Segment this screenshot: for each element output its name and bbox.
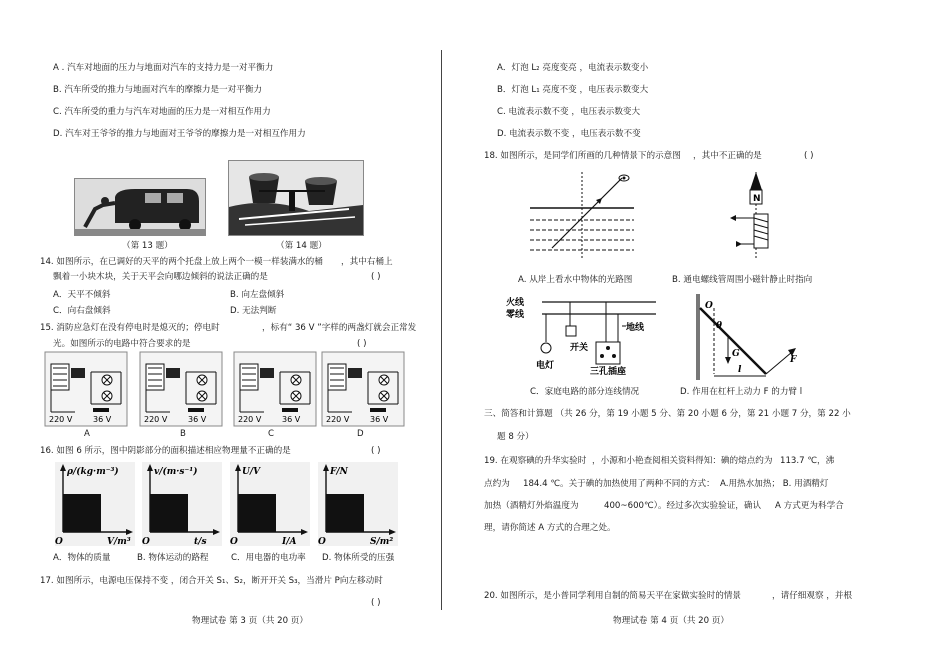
q15-label-d: D bbox=[357, 429, 364, 439]
q14-option-c: C．向右盘倾斜 bbox=[53, 306, 111, 316]
q16-x-axis-label: t/s bbox=[194, 537, 207, 547]
q14-text-line1: 14. 如图所示，在已调好的天平的两个托盘上放上两个一模一样装满水的桶 bbox=[40, 257, 323, 267]
q16-y-axis-label: U/V bbox=[242, 467, 261, 477]
q18-lever-arm-label: l bbox=[738, 365, 742, 375]
q19-line4: 理，请你简述 A 方式的合理之处。 bbox=[484, 523, 616, 533]
q13-caption: （第 13 题） bbox=[122, 241, 173, 251]
q18-refraction-figure bbox=[530, 168, 634, 264]
q16-option-c: C．用电器的电功率 bbox=[231, 553, 306, 563]
q17-option-b: B．灯泡 L₁ 亮度不变 ，电压表示数变大 bbox=[497, 85, 649, 95]
q16-origin-label: O bbox=[230, 537, 238, 547]
q18-house-circuit-figure bbox=[506, 290, 656, 376]
q17-option-a: A．灯泡 L₂ 亮度变亮 ，电流表示数变小 bbox=[497, 63, 649, 73]
q15-label-a: A bbox=[84, 429, 90, 439]
q15-circuit-a bbox=[45, 352, 127, 426]
q15-label-b: B bbox=[180, 429, 186, 439]
q16-text: 16. 如图 6 所示，图中阴影部分的面积描述相应物理量不正确的是 bbox=[40, 446, 291, 456]
q13-option-c: C. 汽车所受的重力与汽车对地面的压力是一对相互作用力 bbox=[53, 107, 271, 117]
q15-voltage-220-d: 220 V bbox=[326, 415, 350, 424]
section3-heading-line2: 题 8 分） bbox=[497, 432, 534, 442]
q18-text: 18. 如图所示，是同学们所画的几种情景下的示意图 bbox=[484, 151, 681, 161]
q19-line2b: 184.4 ℃。关于碘的加热使用了两种不同的方式： bbox=[523, 479, 715, 489]
q15-text-line2: 光。如图所示的电路中符合要求的是 bbox=[53, 339, 191, 349]
q16-x-axis-label: I/A bbox=[282, 537, 297, 547]
q15-label-c: C bbox=[268, 429, 275, 439]
q17-text: 17. 如图所示，电源电压保持不变 ，闭合开关 S₁、S₂，断开开关 S₃，当滑片 P向左移动时 bbox=[40, 576, 383, 586]
q15-circuit-b bbox=[140, 352, 222, 426]
q18-switch-label: 开关 bbox=[570, 343, 589, 353]
q19-line3c: A 方式更为科学合 bbox=[775, 501, 844, 511]
q19-line2a: 点约为 bbox=[484, 479, 510, 489]
q18-neutral-wire-label: 零线 bbox=[506, 310, 525, 320]
q15-circuit-d bbox=[322, 352, 404, 426]
q15-voltage-220-a: 220 V bbox=[49, 415, 73, 424]
q16-answer-paren: ( ) bbox=[371, 446, 381, 456]
q16-origin-label: O bbox=[318, 537, 326, 547]
q18-lever-weight-label: G bbox=[732, 349, 740, 359]
q20-text-a: 20. 如图所示，是小普同学利用自制的简易天平在家做实验时的情景 bbox=[484, 591, 742, 601]
q16-y-axis-label: ρ/(kg·m⁻³) bbox=[67, 467, 119, 477]
q16-option-a: A．物体的质量 bbox=[53, 553, 111, 563]
q19-line3a: 加热（酒精灯外焰温度为 bbox=[484, 501, 579, 511]
q17-option-d: D. 电流表示数不变 ，电压表示数不变 bbox=[497, 129, 641, 139]
q15-voltage-36-a: 36 V bbox=[93, 415, 112, 424]
q18-lever-angle-label: θ bbox=[716, 321, 723, 331]
q18-ground-wire-label: 地线 bbox=[626, 323, 645, 333]
q18-text-b: ，其中不正确的是 bbox=[693, 151, 762, 161]
q16-graph-b bbox=[142, 462, 222, 546]
q14-option-a: A．天平不倾斜 bbox=[53, 290, 111, 300]
q18-caption-a: A. 从岸上看水中物体的光路图 bbox=[518, 275, 633, 285]
q16-graph-c bbox=[230, 462, 310, 546]
section3-heading-line1: 三、简答和计算题 （共 26 分，第 19 小题 5 分、第 20 小题 6 分，第 21 小题 7 分，第 22 小 bbox=[484, 409, 851, 419]
right-footer: 物理试卷 第 4 页（共 20 页） bbox=[613, 616, 729, 626]
q14-text-line2: 飘着一小块木块，关于天平会向哪边倾斜的说法正确的是 bbox=[53, 272, 268, 282]
q13-option-d: D. 汽车对王爷爷的推力与地面对王爷爷的摩擦力是一对相互作用力 bbox=[53, 129, 306, 139]
q16-graph-a bbox=[55, 462, 135, 546]
q14-option-d: D. 无法判断 bbox=[230, 306, 277, 316]
q18-compass-n: N bbox=[753, 194, 761, 204]
q19-line3b: 400~600℃）。经过多次实验验证，确认 bbox=[604, 501, 762, 511]
q16-origin-label: O bbox=[142, 537, 150, 547]
q18-lever-pivot-label: O bbox=[705, 301, 713, 311]
q18-live-wire-label: 火线 bbox=[506, 298, 525, 308]
q16-origin-label: O bbox=[55, 537, 63, 547]
q19-line1b: ，小源和小艳查阅相关资料得知：碘的熔点约为 bbox=[592, 456, 773, 466]
q18-caption-b: B. 通电螺线管周围小磁针静止时指向 bbox=[672, 275, 813, 285]
q16-y-axis-label: v/(m·s⁻¹) bbox=[154, 467, 198, 477]
q20-text-b: ，请仔细观察 ，并根 bbox=[772, 591, 853, 601]
q14-answer-paren: ( ) bbox=[371, 272, 381, 282]
q15-answer-paren: ( ) bbox=[357, 339, 367, 349]
q13-option-a: A . 汽车对地面的压力与地面对汽车的支持力是一对平衡力 bbox=[53, 63, 274, 73]
q18-lever-force-label: F bbox=[790, 355, 797, 365]
q16-option-b: B. 物体运动的路程 bbox=[137, 553, 209, 563]
q16-x-axis-label: S/m² bbox=[370, 537, 394, 547]
q18-caption-d: D. 作用在杠杆上动力 F 的力臂 l bbox=[680, 387, 803, 397]
q16-graph-d bbox=[318, 462, 398, 546]
q18-socket-label: 三孔插座 bbox=[590, 367, 627, 377]
q15-voltage-36-c: 36 V bbox=[282, 415, 301, 424]
q14-text-line1b: ，其中右桶上 bbox=[341, 257, 393, 267]
q17-option-c: C. 电流表示数不变 ，电压表示数变大 bbox=[497, 107, 641, 117]
q15-voltage-220-b: 220 V bbox=[144, 415, 168, 424]
q16-x-axis-label: V/m³ bbox=[107, 537, 131, 547]
q18-answer-paren: ( ) bbox=[804, 151, 814, 161]
balance-buckets-drawing bbox=[229, 161, 363, 235]
car-push-drawing bbox=[75, 179, 205, 235]
q15-voltage-36-d: 36 V bbox=[370, 415, 389, 424]
q18-solenoid-figure bbox=[716, 168, 796, 264]
q16-y-axis-label: F/N bbox=[330, 467, 348, 477]
q14-balance-figure bbox=[228, 160, 364, 236]
q19-line2c: A.用热水加热； B. 用酒精灯 bbox=[720, 479, 829, 489]
q17-answer-paren: ( ) bbox=[371, 598, 381, 608]
page-divider bbox=[441, 50, 442, 610]
q19-line1c: 113.7 ℃，沸 bbox=[780, 456, 835, 466]
q18-lamp-label: 电灯 bbox=[536, 361, 555, 371]
q15-circuit-c bbox=[234, 352, 316, 426]
q14-option-b: B. 向左盘倾斜 bbox=[230, 290, 285, 300]
q18-lever-figure bbox=[696, 290, 806, 382]
q16-option-d: D. 物体所受的压强 bbox=[322, 553, 395, 563]
q18-caption-c: C．家庭电路的部分连线情况 bbox=[530, 387, 640, 397]
q15-voltage-220-c: 220 V bbox=[238, 415, 262, 424]
q13-option-b: B. 汽车所受的推力与地面对汽车的摩擦力是一对平衡力 bbox=[53, 85, 263, 95]
q15-text-line1: 15. 消防应急灯在没有停电时是熄灭的；停电时 bbox=[40, 323, 220, 333]
q19-line1a: 19. 在观察碘的升华实验时 bbox=[484, 456, 587, 466]
left-footer: 物理试卷 第 3 页（共 20 页） bbox=[192, 616, 308, 626]
q13-car-figure bbox=[74, 178, 206, 236]
q15-voltage-36-b: 36 V bbox=[188, 415, 207, 424]
q15-text-line1b: ，标有“ 36 V ”字样的两盏灯就会正常发 bbox=[262, 323, 417, 333]
q14-caption: （第 14 题） bbox=[276, 241, 327, 251]
